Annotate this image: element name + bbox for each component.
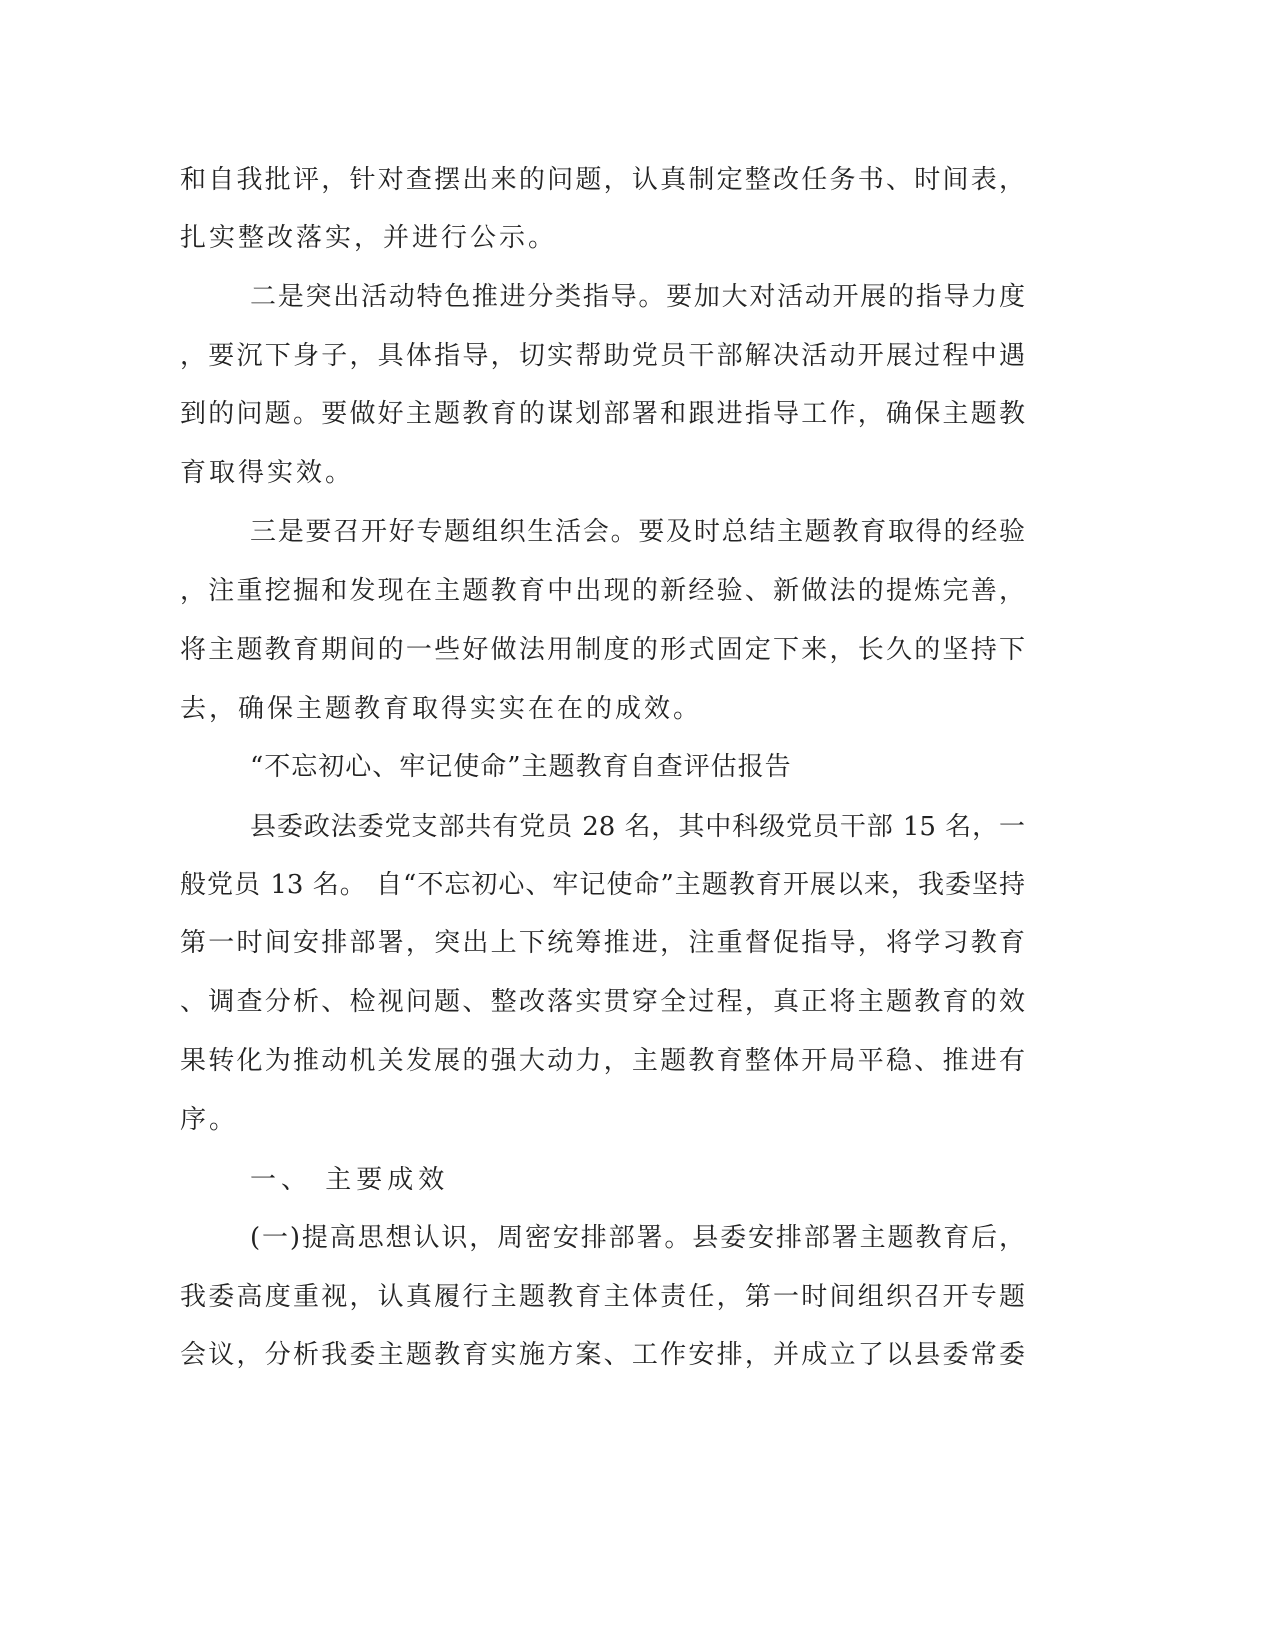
- text-line: 去，确保主题教育取得实实在在的成效。: [180, 694, 703, 724]
- text-line: 果转化为推动机关发展的强大动力，主题教育整体开局平稳、推进有: [180, 1046, 1025, 1076]
- text-line: 育取得实效。: [180, 458, 355, 488]
- paragraph-start: 县委政法委党支部共有党员 28 名，其中科级党员干部 15 名，一: [250, 812, 1025, 842]
- text-line: 序。: [180, 1105, 239, 1135]
- text-line: 到的问题。要做好主题教育的谋划部署和跟进指导工作，确保主题教: [180, 399, 1025, 429]
- paragraph-start: 三是要召开好专题组织生活会。要及时总结主题教育取得的经验: [250, 517, 1025, 547]
- text-line: 我委高度重视，认真履行主题教育主体责任，第一时间组织召开专题: [180, 1282, 1025, 1312]
- text-line: 、调查分析、检视问题、整改落实贯穿全过程，真正将主题教育的效: [180, 987, 1025, 1017]
- text-line: 第一时间安排部署，突出上下统筹推进，注重督促指导，将学习教育: [180, 928, 1025, 958]
- text-line: ，要沉下身子，具体指导，切实帮助党员干部解决活动开展过程中遇: [180, 341, 1025, 371]
- paragraph-start: (一)提高思想认识，周密安排部署。县委安排部署主题教育后，: [250, 1223, 1025, 1253]
- paragraph-start: 二是突出活动特色推进分类指导。要加大对活动开展的指导力度: [250, 282, 1025, 312]
- text-line: 扎实整改落实，并进行公示。: [180, 223, 558, 253]
- text-line: ，注重挖掘和发现在主题教育中出现的新经验、新做法的提炼完善，: [180, 576, 1025, 606]
- text-line: 将主题教育期间的一些好做法用制度的形式固定下来，长久的坚持下: [180, 635, 1025, 665]
- text-line: 会议，分析我委主题教育实施方案、工作安排，并成立了以县委常委: [180, 1340, 1025, 1370]
- section-heading: 一、 主要成效: [250, 1165, 450, 1195]
- text-line: 般党员 13 名。 自“不忘初心、牢记使命”主题教育开展以来，我委坚持: [180, 870, 1025, 900]
- text-line: 和自我批评，针对查摆出来的问题，认真制定整改任务书、时间表，: [180, 165, 1025, 195]
- report-title: “不忘初心、牢记使命”主题教育自查评估报告: [250, 752, 792, 782]
